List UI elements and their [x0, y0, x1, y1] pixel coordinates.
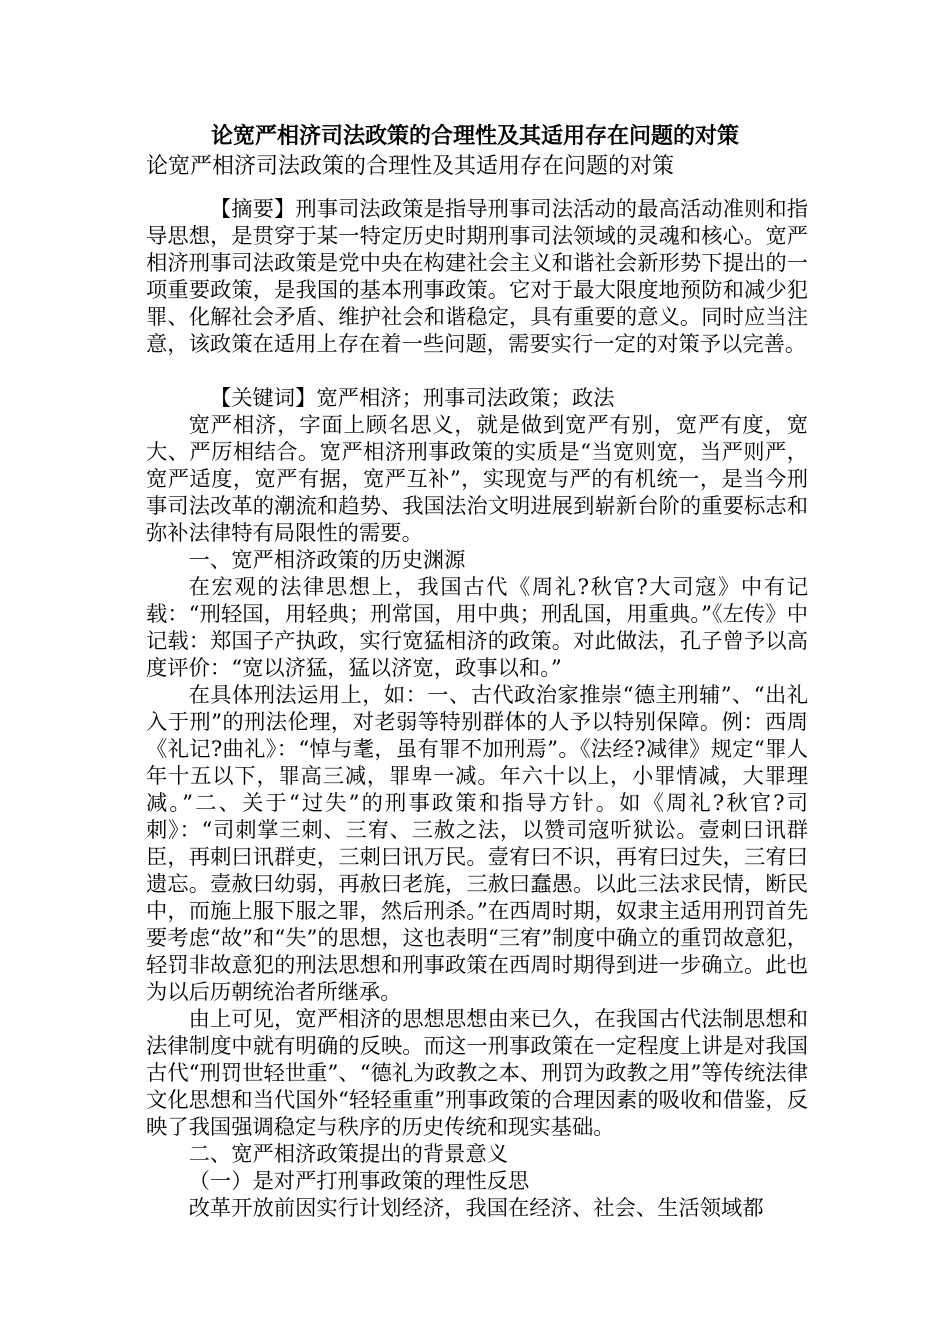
document-body [146, 196, 808, 1222]
body-paragraph: 在具体刑法运用上，如：一、古代政治家推崇“德主刑辅”、“出礼入于刑”的刑法伦理，对老弱等特别群体的人予以特别保障。例：西周《礼记?曲礼》：“悼与耄，虽有罪不加刑焉”。《法经?减律》规定“罪人年十五以下，罪高三减，罪卑一减。年六十以上，小罪情减，大罪理减。”二、关于“过失”的刑事政策和指导方针。如《周礼?秋官?司刺》：“司刺掌三刺、三宥、三赦之法，以赞司寇听狱讼。壹刺曰讯群臣，再刺曰讯群吏，三刺曰讯万民。壹宥曰不识，再宥曰过失，三宥曰遗忘。壹赦曰幼弱，再赦曰老旄，三赦曰蠢愚。以此三法求民情，断民中，而施上服下服之罪，然后刑杀。”在西周时期，奴隶主适用刑罚首先要考虑“故”和“失”的思想，这也表明“三宥”制度中确立的重罚故意犯，轻罚非故意犯的刑法思想和刑事政策在西周时期得到进一步确立。此也为以后历朝统治者所继承。 [146, 683, 808, 1005]
body-paragraph: 改革开放前因实行计划经济，我国在经济、社会、生活领域都 [188, 1196, 764, 1221]
subsection-heading: （一）是对严打刑事政策的理性反思 [188, 1169, 530, 1194]
document-title: 论宽严相济司法政策的合理性及其适用存在问题的对策 [210, 124, 739, 149]
keywords-paragraph: 【关键词】宽严相济；刑事司法政策；政法 [209, 386, 615, 411]
body-paragraph: 在宏观的法律思想上，我国古代《周礼?秋官?大司寇》中有记载：“刑轻国，用轻典；刑常国，用中典；刑乱国，用重典。”《左传》中记载：郑国子产执政，实行宽猛相济的政策。对此做法，孔子曾予以高度评价：“宽以济猛，猛以济宽，政事以和。” [146, 575, 808, 681]
body-paragraph: 宽严相济，字面上顾名思义，就是做到宽严有别，宽严有度，宽大、严厉相结合。宽严相济刑事政策的实质是“当宽则宽，当严则严，宽严适度，宽严有据，宽严互补”，实现宽与严的有机统一，是当今刑事司法改革的潮流和趋势、我国法治文明进展到崭新台阶的重要标志和弥补法律特有局限性的需要。 [146, 413, 808, 546]
body-paragraph: 由上可见，宽严相济的思想思想由来已久，在我国古代法制思想和法律制度中就有明确的反映。而这一刑事政策在一定程度上讲是对我国古代“刑罚世轻世重”、“德礼为政教之本、刑罚为政教之用”等传统法律文化思想和当代国外“轻轻重重”刑事政策的合理因素的吸收和借鉴，反映了我国强调稳定与秩序的历史传统和现实基础。 [146, 1007, 808, 1140]
document-subtitle: 论宽严相济司法政策的合理性及其适用存在问题的对策 [146, 154, 675, 179]
section-heading: 一、宽严相济政策的历史渊源 [188, 548, 466, 573]
section-heading: 二、宽严相济政策提出的背景意义 [188, 1142, 509, 1167]
abstract-paragraph: 【摘要】刑事司法政策是指导刑事司法活动的最高活动准则和指导思想，是贯穿于某一特定历史时期刑事司法领域的灵魂和核心。宽严相济刑事司法政策是党中央在构建社会主义和谐社会新形势下提出的一项重要政策，是我国的基本刑事政策。它对于最大限度地预防和减少犯罪、化解社会矛盾、维护社会和谐稳定，具有重要的意义。同时应当注意，该政策在适用上存在着一些问题，需要实行一定的对策予以完善。 [146, 197, 808, 357]
